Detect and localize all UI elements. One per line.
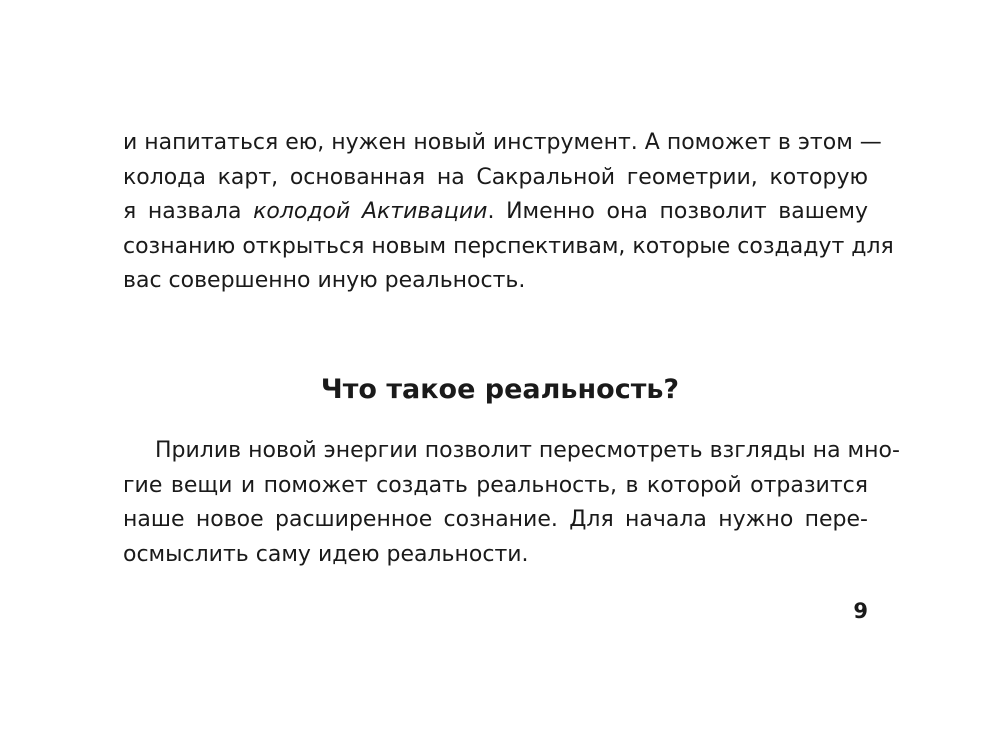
paragraph-1-line-3 bbox=[123, 195, 868, 229]
paragraph-2-line-4: осмыслить саму идею реальности. bbox=[123, 542, 529, 567]
paragraph-1-line-4: сознанию открыться новым перспективам, которые создадут для bbox=[123, 234, 894, 259]
paragraph-2-line-1: Прилив новой энергии позволит пересмотреть взгляды на мно- bbox=[155, 438, 900, 463]
paragraph-1-line-5: вас совершенно иную реальность. bbox=[123, 268, 526, 293]
section-heading: Что такое реальность? bbox=[320, 374, 680, 405]
paragraph-2-line-3: наше новое расширенное сознание. Для начала нужно пере- bbox=[123, 507, 868, 532]
paragraph-1-line-1: и напитаться ею, нужен новый инструмент. А поможет в этом — bbox=[123, 130, 882, 155]
paragraph-1-line-3-start: я назвала bbox=[123, 199, 254, 224]
italic-term: колодой Активации bbox=[253, 199, 488, 224]
paragraph-1-line-3-end: . Именно она позволит вашему bbox=[487, 199, 869, 224]
page-number: 9 bbox=[853, 599, 868, 623]
paragraph-2-line-2: гие вещи и поможет создать реальность, в которой отразится bbox=[123, 473, 868, 498]
paragraph-1-line-2: колода карт, основанная на Сакральной геометрии, которую bbox=[123, 165, 868, 190]
